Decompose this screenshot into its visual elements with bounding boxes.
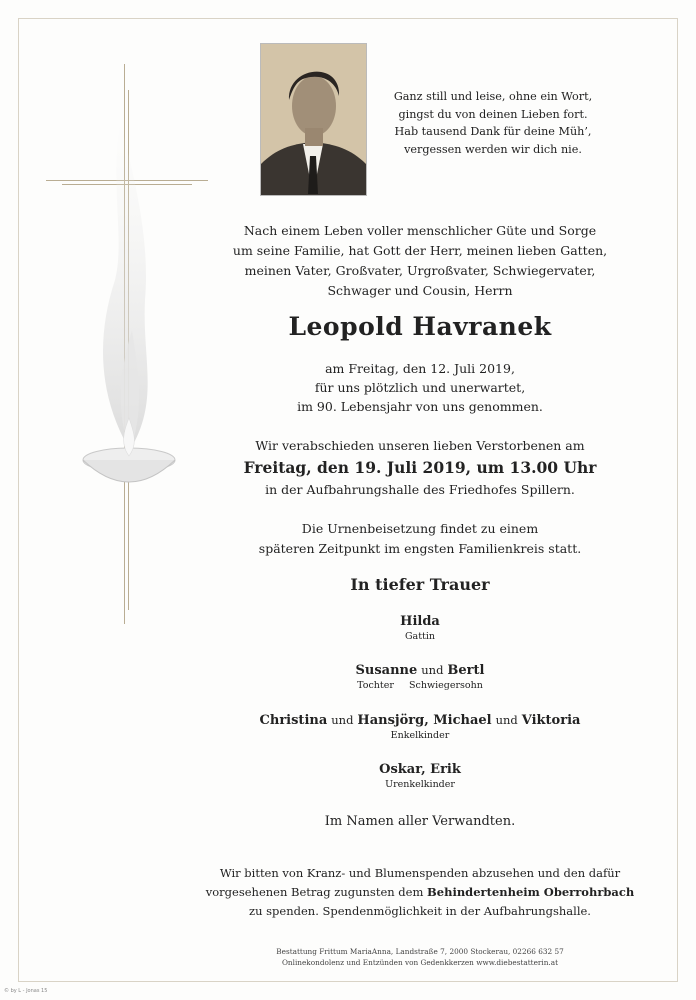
funeral-details [200,436,640,500]
footer-address: Bestattung Frittum MariaAnna, Landstraße 7, 2000 Stockerau, 02266 632 57 [276,947,564,956]
family-name: Susanne [355,663,418,678]
intro-line: meinen Vater, Großvater, Urgroßvater, Schwiegervater, [244,263,596,278]
death-details [200,359,640,416]
side-note: © by L - Jonas 15 [4,988,48,994]
family-name: Hilda [400,614,440,629]
portrait-photo [260,43,367,196]
urn-line: Die Urnenbeisetzung findet zu einem [301,521,539,536]
family-name: Hansjörg, Michael [357,713,492,728]
death-line: im 90. Lebensjahr von uns genommen. [297,399,543,414]
all-relatives-line: Im Namen aller Verwandten. [324,814,516,829]
family-conjunction: und [495,713,518,727]
family-hilda [200,612,640,644]
urn-burial-note [200,519,640,559]
urn-line: späteren Zeitpunkt im engsten Familienkreis statt. [258,541,582,556]
family-name: Christina [259,713,328,728]
funeral-location: in der Aufbahrungshalle des Friedhofes Spillern. [265,482,575,497]
relation-son-in-law: Schwiegersohn [409,680,483,691]
mourning-heading: In tiefer Trauer [350,575,490,594]
family-relation [200,679,640,693]
family-conjunction: und [421,663,444,677]
family-great-grandchildren [200,760,640,792]
intro-line: Schwager und Cousin, Herrn [327,283,513,298]
donation-recipient: Behindertenheim Oberrohrbach [427,885,635,899]
poem-line: Ganz still und leise, ohne ein Wort, [393,90,593,103]
family-relation: Urenkelkinder [385,779,455,790]
family-name: Viktoria [521,713,581,728]
death-line: für uns plötzlich und unerwartet, [314,380,526,395]
family-relation: Enkelkinder [390,730,450,741]
donation-line: zu spenden. Spendenmöglichkeit in der Aufbahrungshalle. [249,904,591,918]
intro-line: Nach einem Leben voller menschlicher Güte und Sorge [243,223,597,238]
poem-line: gingst du von deinen Lieben fort. [398,107,588,121]
intro-text [200,221,640,301]
poem-line: Hab tausend Dank für deine Müh’, [394,125,592,139]
bowl-icon [80,404,178,504]
donation-line: Wir bitten von Kranz- und Blumenspenden abzusehen und den dafür [219,866,621,880]
intro-line: um seine Familie, hat Gott der Herr, meinen lieben Gatten, [232,243,608,258]
deceased-name: Leopold Havranek [288,312,552,341]
funeral-intro: Wir verabschieden unseren lieben Verstorbenen am [255,438,585,453]
family-name: Oskar, Erik [379,762,461,777]
relation-daughter: Tochter [357,680,394,691]
poem [386,88,600,158]
donation-note [200,864,640,921]
footer-website: Onlinekondolenz und Entzünden von Gedenkkerzen www.diebestatterin.at [281,958,559,967]
footer [200,946,640,968]
family-name: Bertl [447,663,485,678]
death-line: am Freitag, den 12. Juli 2019, [325,361,515,376]
donation-line [200,883,640,902]
family-conjunction: und [331,713,354,727]
donation-text: vorgesehenen Betrag zugunsten dem [205,885,424,899]
family-relation: Gattin [404,631,436,642]
funeral-date: Freitag, den 19. Juli 2019, um 13.00 Uhr [243,458,597,477]
family-susanne-bertl [200,661,640,693]
poem-line: vergessen werden wir dich nie. [404,142,582,156]
family-grandchildren [200,711,640,743]
